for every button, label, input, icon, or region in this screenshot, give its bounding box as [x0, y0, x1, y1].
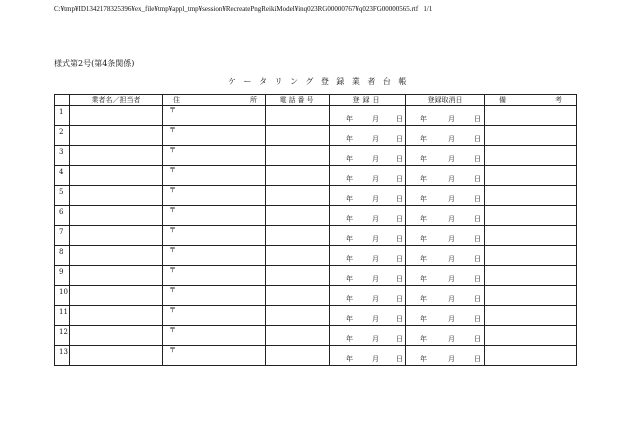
year-label: 年	[420, 215, 427, 223]
row-number-cell	[55, 186, 70, 206]
reg-date-cell[interactable]	[330, 306, 406, 326]
table-row	[55, 146, 577, 166]
cancel-date-cell[interactable]	[406, 226, 485, 246]
month-label: 月	[372, 195, 379, 203]
row-number-cell	[55, 306, 70, 326]
table-row	[55, 106, 577, 126]
year-label: 年	[420, 295, 427, 303]
reg-date-cell[interactable]	[330, 186, 406, 206]
day-label: 日	[474, 295, 481, 303]
name-cell[interactable]	[70, 246, 163, 266]
row-number: 3	[59, 148, 64, 156]
address-cell[interactable]	[163, 226, 266, 246]
name-cell[interactable]	[70, 306, 163, 326]
postal-mark: 〒	[169, 286, 176, 294]
year-label: 年	[346, 315, 353, 323]
day-label: 日	[396, 195, 403, 203]
month-label: 月	[448, 255, 455, 263]
row-number-cell	[55, 326, 70, 346]
note-cell[interactable]	[485, 326, 577, 346]
cancel-date-cell[interactable]	[406, 246, 485, 266]
row-number-cell	[55, 166, 70, 186]
month-label: 月	[372, 275, 379, 283]
month-label: 月	[448, 155, 455, 163]
row-number-cell	[55, 106, 70, 126]
tel-cell[interactable]	[266, 346, 330, 366]
row-number: 4	[59, 168, 64, 176]
day-label: 日	[396, 135, 403, 143]
header-name: 業者名／担当者	[70, 95, 163, 106]
address-cell[interactable]	[163, 206, 266, 226]
tel-cell[interactable]	[266, 306, 330, 326]
month-label: 月	[372, 255, 379, 263]
year-label: 年	[346, 295, 353, 303]
day-label: 日	[474, 115, 481, 123]
name-cell[interactable]	[70, 146, 163, 166]
day-label: 日	[474, 275, 481, 283]
row-number-cell	[55, 246, 70, 266]
name-cell[interactable]	[70, 166, 163, 186]
year-label: 年	[346, 335, 353, 343]
address-cell[interactable]	[163, 246, 266, 266]
note-cell[interactable]	[485, 166, 577, 186]
header-note-right: 考	[555, 96, 562, 104]
year-label: 年	[346, 235, 353, 243]
year-label: 年	[346, 155, 353, 163]
postal-mark: 〒	[169, 326, 176, 334]
row-number: 11	[59, 308, 68, 316]
header-address-right: 所	[250, 96, 257, 104]
table-row	[55, 246, 577, 266]
header-address-left: 住	[173, 96, 180, 104]
reg-date-cell[interactable]	[330, 346, 406, 366]
year-label: 年	[346, 195, 353, 203]
address-cell[interactable]	[163, 106, 266, 126]
day-label: 日	[474, 135, 481, 143]
cancel-date-cell[interactable]	[406, 266, 485, 286]
day-label: 日	[396, 115, 403, 123]
note-cell[interactable]	[485, 206, 577, 226]
tel-cell[interactable]	[266, 286, 330, 306]
row-number: 10	[59, 288, 68, 296]
day-label: 日	[396, 335, 403, 343]
month-label: 月	[372, 235, 379, 243]
cancel-date-cell[interactable]	[406, 126, 485, 146]
postal-mark: 〒	[169, 306, 176, 314]
month-label: 月	[448, 215, 455, 223]
month-label: 月	[372, 135, 379, 143]
note-cell[interactable]	[485, 246, 577, 266]
day-label: 日	[474, 195, 481, 203]
month-label: 月	[448, 135, 455, 143]
postal-mark: 〒	[169, 226, 176, 234]
day-label: 日	[474, 335, 481, 343]
reg-date-cell[interactable]	[330, 166, 406, 186]
day-label: 日	[396, 255, 403, 263]
tel-cell[interactable]	[266, 326, 330, 346]
year-label: 年	[420, 275, 427, 283]
year-label: 年	[346, 255, 353, 263]
note-cell[interactable]	[485, 266, 577, 286]
cancel-date-cell[interactable]	[406, 326, 485, 346]
name-cell[interactable]	[70, 126, 163, 146]
postal-mark: 〒	[169, 246, 176, 254]
header-no	[55, 95, 70, 106]
month-label: 月	[372, 295, 379, 303]
name-cell[interactable]	[70, 186, 163, 206]
month-label: 月	[448, 335, 455, 343]
tel-cell[interactable]	[266, 166, 330, 186]
year-label: 年	[420, 315, 427, 323]
note-cell[interactable]	[485, 106, 577, 126]
day-label: 日	[474, 355, 481, 363]
table-row	[55, 226, 577, 246]
row-number: 5	[59, 188, 64, 196]
note-cell[interactable]	[485, 226, 577, 246]
reg-date-cell[interactable]	[330, 286, 406, 306]
table-row	[55, 326, 577, 346]
month-label: 月	[372, 335, 379, 343]
day-label: 日	[396, 295, 403, 303]
reg-date-cell[interactable]	[330, 106, 406, 126]
postal-mark: 〒	[169, 346, 176, 354]
year-label: 年	[420, 255, 427, 263]
reg-date-cell[interactable]	[330, 226, 406, 246]
table-row	[55, 166, 577, 186]
row-number-cell	[55, 346, 70, 366]
reg-date-cell[interactable]	[330, 126, 406, 146]
month-label: 月	[448, 275, 455, 283]
header-reg-date: 登録日	[330, 95, 406, 106]
year-label: 年	[420, 335, 427, 343]
header-address	[163, 95, 266, 106]
cancel-date-cell[interactable]	[406, 146, 485, 166]
month-label: 月	[448, 235, 455, 243]
document-title: ケータリング登録業者台帳	[228, 77, 414, 86]
name-cell[interactable]	[70, 346, 163, 366]
note-cell[interactable]	[485, 146, 577, 166]
year-label: 年	[420, 195, 427, 203]
name-cell[interactable]	[70, 206, 163, 226]
month-label: 月	[372, 215, 379, 223]
name-cell[interactable]	[70, 266, 163, 286]
file-path-header	[54, 5, 432, 13]
row-number-cell	[55, 226, 70, 246]
postal-mark: 〒	[169, 106, 176, 114]
postal-mark: 〒	[169, 186, 176, 194]
month-label: 月	[372, 315, 379, 323]
year-label: 年	[346, 275, 353, 283]
year-label: 年	[420, 175, 427, 183]
row-number: 2	[59, 128, 64, 136]
address-cell[interactable]	[163, 266, 266, 286]
file-path-text: C:¥tmp¥ID1342178325396¥ex_file¥tmp¥appl_tmp¥session¥RecreatePngReikiModel¥inq023RG00000767¥q023FG00000565.rtf	[54, 5, 419, 13]
day-label: 日	[396, 275, 403, 283]
address-cell[interactable]	[163, 346, 266, 366]
reg-date-cell[interactable]	[330, 266, 406, 286]
table-row	[55, 266, 577, 286]
row-number: 6	[59, 208, 64, 216]
postal-mark: 〒	[169, 266, 176, 274]
cancel-date-cell[interactable]	[406, 206, 485, 226]
cancel-date-cell[interactable]	[406, 286, 485, 306]
year-label: 年	[346, 175, 353, 183]
row-number: 9	[59, 268, 64, 276]
day-label: 日	[474, 175, 481, 183]
year-label: 年	[420, 135, 427, 143]
row-number-cell	[55, 266, 70, 286]
header-tel: 電話番号	[266, 95, 330, 106]
reg-date-cell[interactable]	[330, 146, 406, 166]
address-cell[interactable]	[163, 286, 266, 306]
name-cell[interactable]	[70, 226, 163, 246]
name-cell[interactable]	[70, 326, 163, 346]
month-label: 月	[372, 115, 379, 123]
table-row	[55, 306, 577, 326]
header-cancel-date: 登録取消日	[406, 95, 485, 106]
name-cell[interactable]	[70, 106, 163, 126]
day-label: 日	[396, 215, 403, 223]
caterer-register-table	[54, 94, 577, 366]
row-number: 1	[59, 108, 64, 116]
day-label: 日	[474, 235, 481, 243]
row-number-cell	[55, 286, 70, 306]
name-cell[interactable]	[70, 286, 163, 306]
note-cell[interactable]	[485, 306, 577, 326]
month-label: 月	[448, 115, 455, 123]
day-label: 日	[474, 315, 481, 323]
month-label: 月	[448, 355, 455, 363]
tel-cell[interactable]	[266, 106, 330, 126]
table-row	[55, 346, 577, 366]
address-cell[interactable]	[163, 326, 266, 346]
month-label: 月	[448, 295, 455, 303]
row-number-cell	[55, 126, 70, 146]
row-number: 12	[59, 328, 68, 336]
table-row	[55, 126, 577, 146]
note-cell[interactable]	[485, 126, 577, 146]
address-cell[interactable]	[163, 306, 266, 326]
postal-mark: 〒	[169, 126, 176, 134]
year-label: 年	[420, 155, 427, 163]
row-number: 7	[59, 228, 64, 236]
reg-date-cell[interactable]	[330, 206, 406, 226]
year-label: 年	[346, 115, 353, 123]
table-row	[55, 186, 577, 206]
table-header-row	[55, 95, 577, 106]
cancel-date-cell[interactable]	[406, 186, 485, 206]
tel-cell[interactable]	[266, 246, 330, 266]
page-indicator: 1/1	[423, 5, 433, 13]
postal-mark: 〒	[169, 206, 176, 214]
tel-cell[interactable]	[266, 266, 330, 286]
year-label: 年	[346, 355, 353, 363]
note-cell[interactable]	[485, 186, 577, 206]
table-body	[55, 106, 577, 366]
month-label: 月	[448, 175, 455, 183]
month-label: 月	[448, 195, 455, 203]
month-label: 月	[372, 175, 379, 183]
cancel-date-cell[interactable]	[406, 306, 485, 326]
tel-cell[interactable]	[266, 226, 330, 246]
row-number: 13	[59, 348, 68, 356]
year-label: 年	[346, 215, 353, 223]
header-note-left: 備	[499, 96, 506, 104]
day-label: 日	[474, 155, 481, 163]
postal-mark: 〒	[169, 146, 176, 154]
year-label: 年	[420, 235, 427, 243]
cancel-date-cell[interactable]	[406, 346, 485, 366]
note-cell[interactable]	[485, 286, 577, 306]
reg-date-cell[interactable]	[330, 326, 406, 346]
tel-cell[interactable]	[266, 186, 330, 206]
day-label: 日	[474, 255, 481, 263]
header-note	[485, 95, 577, 106]
row-number-cell	[55, 146, 70, 166]
month-label: 月	[448, 315, 455, 323]
table-row	[55, 286, 577, 306]
year-label: 年	[420, 115, 427, 123]
cancel-date-cell[interactable]	[406, 106, 485, 126]
row-number-cell	[55, 206, 70, 226]
address-cell[interactable]	[163, 146, 266, 166]
row-number: 8	[59, 248, 64, 256]
postal-mark: 〒	[169, 166, 176, 174]
form-number: 様式第2号(第4条関係)	[54, 59, 135, 68]
address-cell[interactable]	[163, 126, 266, 146]
day-label: 日	[396, 355, 403, 363]
day-label: 日	[396, 235, 403, 243]
tel-cell[interactable]	[266, 146, 330, 166]
year-label: 年	[420, 355, 427, 363]
day-label: 日	[396, 155, 403, 163]
day-label: 日	[396, 315, 403, 323]
day-label: 日	[396, 175, 403, 183]
address-cell[interactable]	[163, 166, 266, 186]
tel-cell[interactable]	[266, 206, 330, 226]
address-cell[interactable]	[163, 186, 266, 206]
tel-cell[interactable]	[266, 126, 330, 146]
month-label: 月	[372, 355, 379, 363]
note-cell[interactable]	[485, 346, 577, 366]
table-row	[55, 206, 577, 226]
month-label: 月	[372, 155, 379, 163]
year-label: 年	[346, 135, 353, 143]
day-label: 日	[474, 215, 481, 223]
cancel-date-cell[interactable]	[406, 166, 485, 186]
reg-date-cell[interactable]	[330, 246, 406, 266]
